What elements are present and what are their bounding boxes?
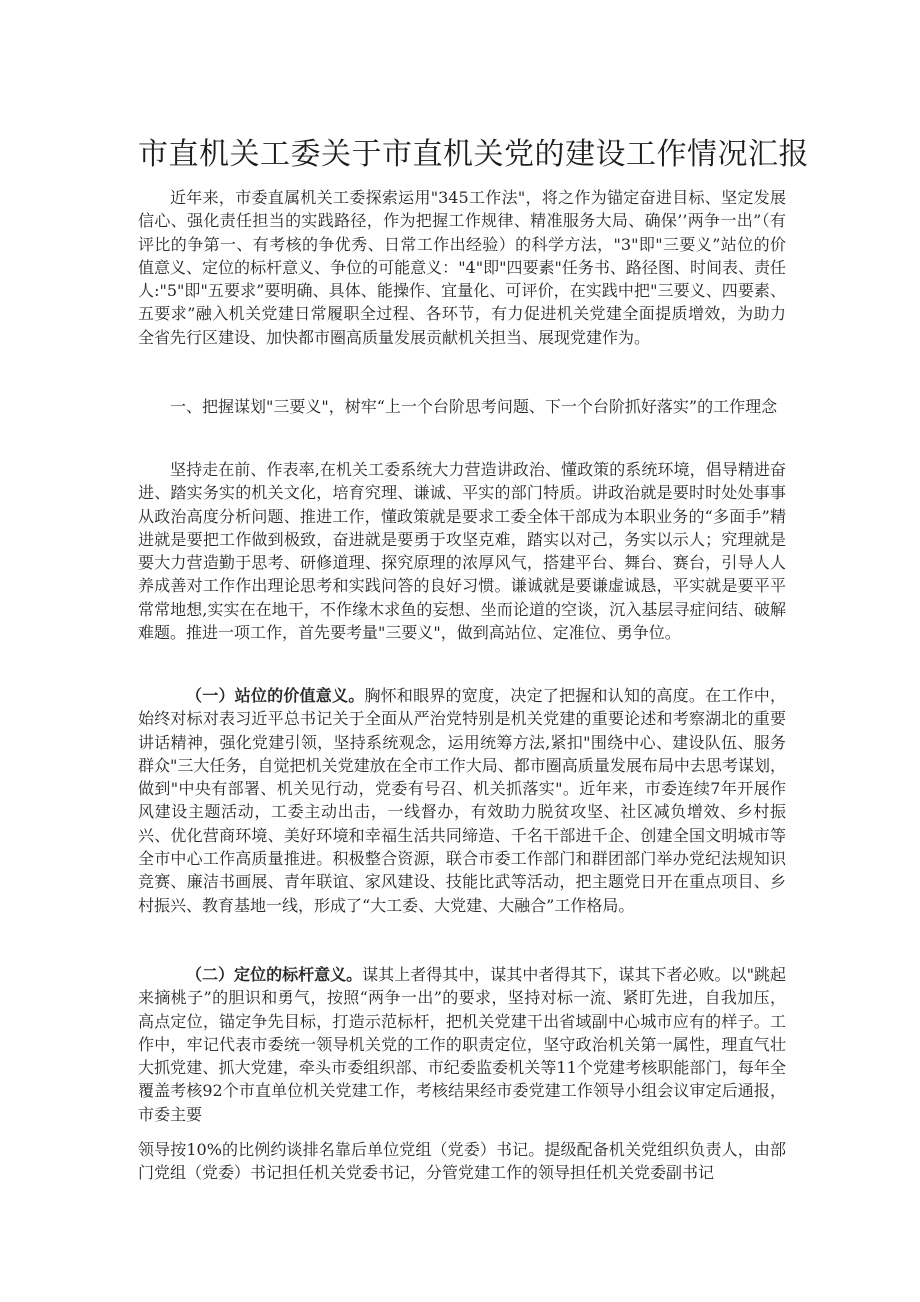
subsection-1-text: 胸怀和眼界的宽度，决定了把握和认知的高度。在工作中，始终对标对表习近平总书记关于全面从严治党特别是机关党建的重要论述和考察湖北的重要讲话精神，强化党建引领，坚持系统观念，运用统筹方法,紧扣"围绕中心、建设队伍、服务群众"三大任务，自觉把机关党建放在全市工作大局、都市圈高质量发展布局中去思考谋划，做到"中央有部署、机关见行动，党委有号召、机关抓落实"。近年来，市委连续7年开展作风建设主题活动，工委主动出击，一线督办，有效助力脱贫攻坚、社区减负增效、乡村振兴、优化营商环境、美好环境和幸福生活共同缔造、千名干部进千企、创建全国文明城市等全市中心工作高质量推进。积极整合资源，联合市委工作部门和群团部门举办党纪法规知识竞赛、廉洁书画展、青年联谊、家风建设、技能比武等活动，把主题党日开在重点项目、乡村振兴、教育基地一线，形成了“大工委、大党建、大融合”工作格局。 [138,686,786,915]
continuation-paragraph: 领导按10%的比例约谈排名靠后单位党组（党委）书记。提级配备机关党组织负责人，由部门党组（党委）书记担任机关党委书记，分管党建工作的领导担任机关党委副书记 [138,1140,786,1183]
subsection-1-paragraph [138,684,786,917]
intro-paragraph: 近年来，市委直属机关工委探索运用"345工作法"，将之作为锚定奋进目标、坚定发展信心、强化责任担当的实践路径，作为把握工作规律、精准服务大局、确保’’两争一出”（有评比的争第一、有考核的争优秀、日常工作出经验）的科学方法，"3"即"三要义”站位的价值意义、定位的标杆意义、争位的可能意义："4"即"四要素"任务书、路径图、时间表、责任人:"5"即"五要求”要明确、具体、能操作、宜量化、可评价，在实践中把"三要义、四要素、五要求”融入机关党建日常履职全过程、各环节，有力促进机关党建全面提质增效，为助力全省先行区建设、加快都市圈高质量发展贡献机关担当、展现党建作为。 [138,188,786,347]
subsection-1-lead: （一）站位的价值意义。 [186,686,365,705]
section-1-paragraph: 坚持走在前、作表率,在机关工委系统大力营造讲政治、懂政策的系统环境，倡导精进奋进、踏实务实的机关文化，培育究理、谦诚、平实的部门特质。讲政治就是要时时处处事事从政治高度分析问题、推进工作，懂政策就是要求工委全体干部成为本职业务的“多面手”精进就是要把工作做到极致，奋进就是要勇于攻坚克难，踏实以对己，务实以示人；究理就是要大力营造勤于思考、研修道理、探究原理的浓厚风气，搭建平台、舞台、赛台，引导人人养成善对工作作出理论思考和实践问答的良好习惯。谦诚就是要谦虚诚恳，平实就是要平平常常地想,实实在在地干，不作缘木求鱼的妄想、坐而论道的空谈，沉入基层寻症问结、破解难题。推进一项工作，首先要考量"三要义"，做到高站位、定准位、勇争位。 [138,460,786,643]
subsection-2-paragraph [138,963,786,1126]
subsection-2-lead: （二）定位的标杆意义。 [186,965,363,984]
document-title: 市直机关工委关于市直机关党的建设工作情况汇报 [138,137,809,172]
subsection-2-text: 谋其上者得其中，谋其中者得其下，谋其下者必败。以"跳起来摘桃子”的胆识和勇气，按照“两争一出”的要求，坚持对标一流、紧盯先进，自我加压，高点定位，锚定争先目标，打造示范标杆，把机关党建干出省域副中心城市应有的样子。工作中，牢记代表市委统一领导机关党的工作的职责定位，坚守政治机关第一属性，理直气壮大抓党建、抓大党建，牵头市委组织部、市纪委监委机关等11个党建考核职能部门，每年全覆盖考核92个市直单位机关党建工作，考核结果经市委党建工作领导小组会议审定后通报，市委主要 [138,965,786,1124]
section-1-heading: 一、把握谋划"三要义"，树牢“上一个台阶思考问题、下一个台阶抓好落实”的工作理念 [170,397,778,416]
